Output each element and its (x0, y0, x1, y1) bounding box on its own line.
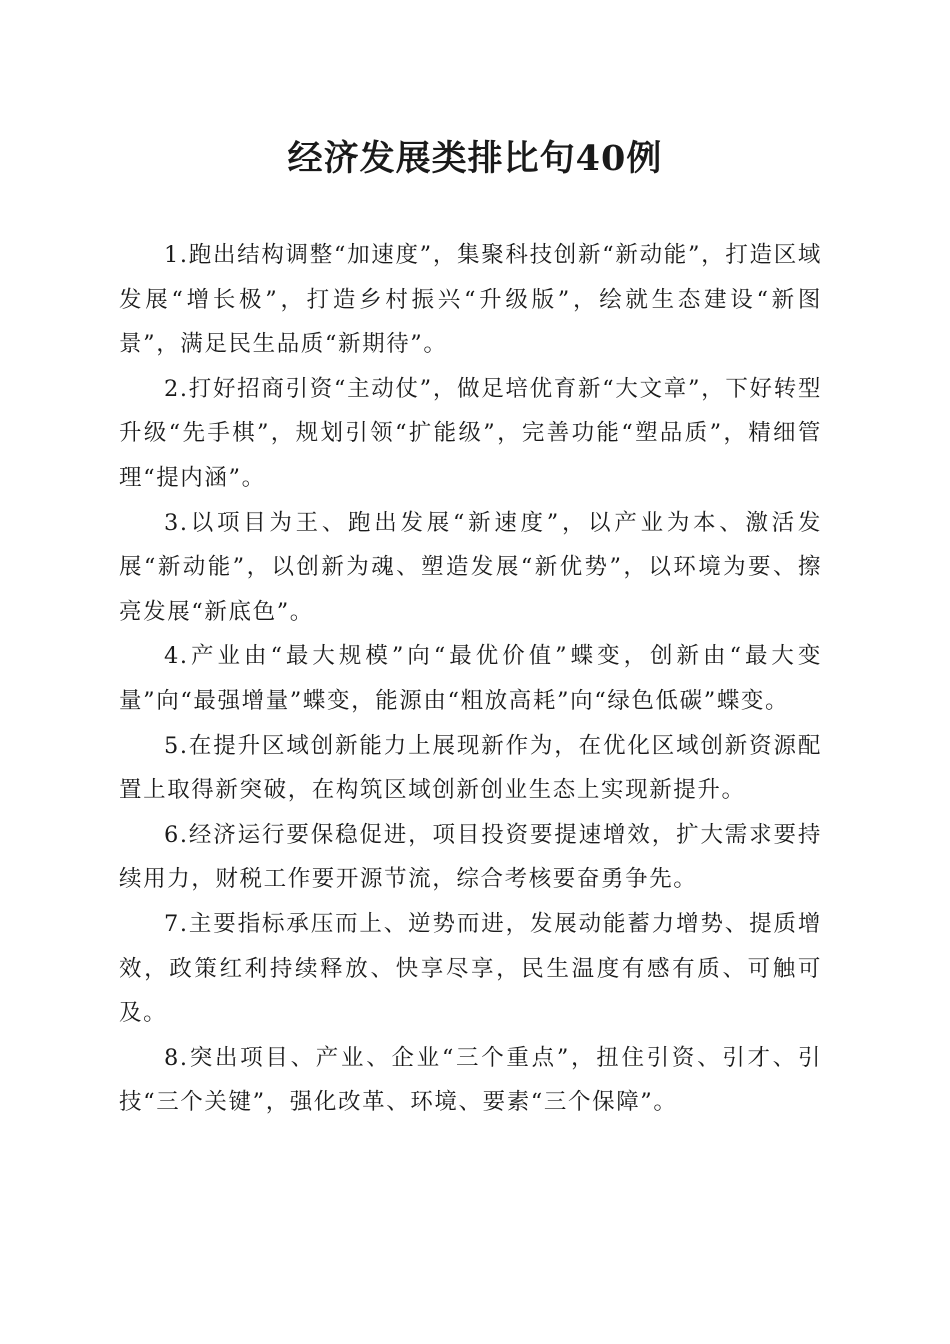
paragraph-8: 8.突出项目、产业、企业“三个重点”，扭住引资、引才、引技“三个关键”，强化改革、环境、要素“三个保障”。 (119, 1044, 822, 1116)
document-title: 经济发展类排比句40例 (287, 138, 663, 179)
paragraph-3: 3.以项目为王、跑出发展“新速度”，以产业为本、激活发展“新动能”，以创新为魂、塑造发展“新优势”，以环境为要、擦亮发展“新底色”。 (119, 509, 822, 625)
paragraph-2: 2.打好招商引资“主动仗”，做足培优育新“大文章”，下好转型升级“先手棋”，规划引领“扩能级”，完善功能“塑品质”，精细管理“提内涵”。 (119, 375, 822, 491)
paragraph-1: 1.跑出结构调整“加速度”，集聚科技创新“新动能”，打造区域发展“增长极”，打造乡村振兴“升级版”，绘就生态建设“新图景”，满足民生品质“新期待”。 (119, 242, 822, 358)
paragraph-6: 6.经济运行要保稳促进，项目投资要提速增效，扩大需求要持续用力，财税工作要开源节流，综合考核要奋勇争先。 (119, 821, 822, 893)
document-body (119, 233, 822, 1125)
paragraph-7: 7.主要指标承压而上、逆势而进，发展动能蓄力增势、提质增效，政策红利持续释放、快享尽享，民生温度有感有质、可触可及。 (119, 910, 822, 1027)
paragraph-4: 4.产业由“最大规模”向“最优价值”蝶变，创新由“最大变量”向“最强增量”蝶变，能源由“粗放高耗”向“绿色低碳”蝶变。 (119, 643, 822, 714)
paragraph-5: 5.在提升区域创新能力上展现新作为，在优化区域创新资源配置上取得新突破，在构筑区域创新创业生态上实现新提升。 (119, 732, 822, 804)
